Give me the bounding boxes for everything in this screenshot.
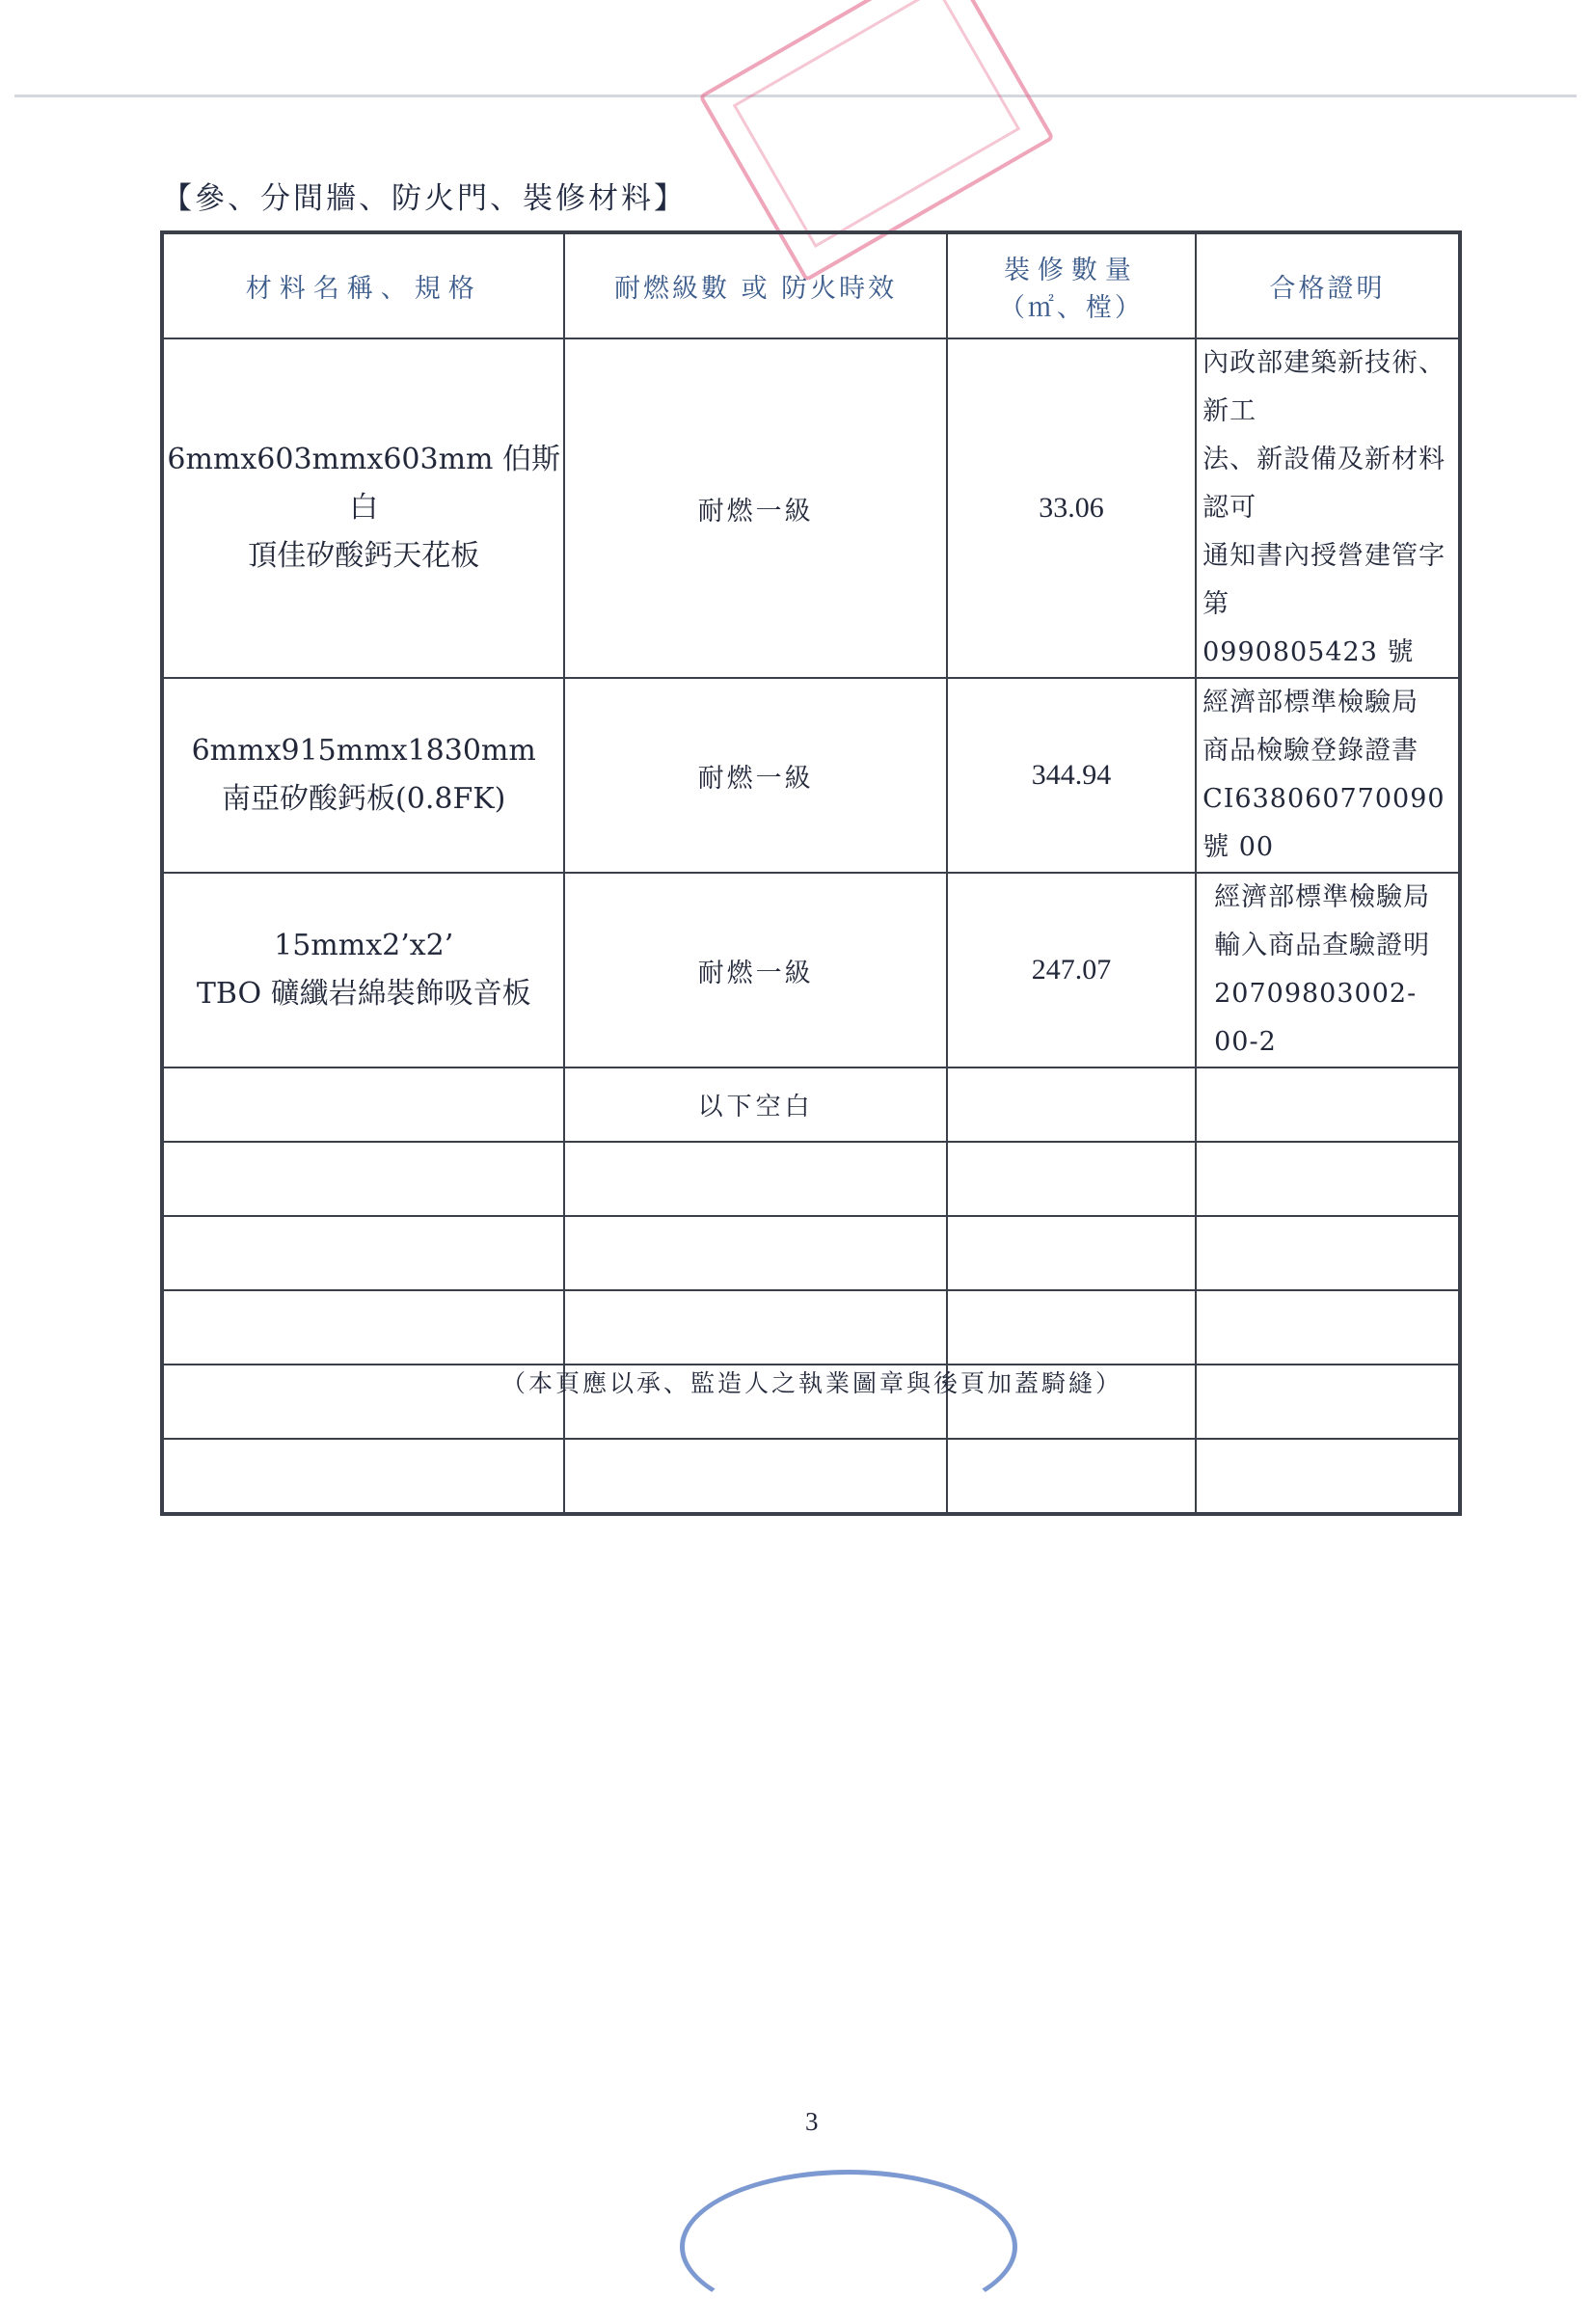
- page-number: 3: [805, 2107, 819, 2136]
- table-row-empty: [162, 1067, 1460, 1142]
- certificate-line: 經濟部標準檢驗局: [1202, 688, 1419, 717]
- empty-marker: 以下空白: [564, 1067, 946, 1142]
- certificate-cell: [1196, 338, 1460, 678]
- header-quantity-unit: （㎡、樘）: [998, 292, 1144, 323]
- table-header-row: [162, 232, 1460, 338]
- fire-rating-cell: 耐燃一級: [564, 678, 946, 873]
- material-name-cell: [162, 338, 564, 678]
- material-name-cell: [162, 873, 564, 1067]
- empty-cell: [162, 1142, 564, 1216]
- header-material-name: 材料名稱、規格: [162, 232, 564, 338]
- empty-cell: [162, 1067, 564, 1142]
- certificate-line: CI638060770090 號 00: [1202, 784, 1445, 862]
- fire-rating-cell: 耐燃一級: [564, 873, 946, 1067]
- empty-cell: [1196, 1216, 1460, 1290]
- empty-cell: [947, 1290, 1196, 1365]
- material-product: TBO 礦纖岩綿裝飾吸音板: [196, 977, 531, 1011]
- quantity-cell: 344.94: [947, 678, 1196, 873]
- empty-cell: [947, 1216, 1196, 1290]
- table-row: [162, 678, 1460, 873]
- header-fire-rating: 耐燃級數 或 防火時效: [564, 232, 946, 338]
- material-spec: 15mmx2’x2’: [274, 929, 454, 962]
- certificate-line: 20709803002-00-2: [1214, 979, 1418, 1057]
- header-quantity: [947, 232, 1196, 338]
- fire-rating-cell: 耐燃一級: [564, 338, 946, 678]
- table-row-empty: [162, 1439, 1460, 1514]
- empty-cell: [1196, 1290, 1460, 1365]
- table-row: [162, 338, 1460, 678]
- table-row-empty: [162, 1142, 1460, 1216]
- material-spec: 6mmx915mmx1830mm: [191, 734, 536, 768]
- certificate-line: 0990805423 號: [1202, 637, 1415, 667]
- blue-seal-stamp: [680, 2170, 1017, 2324]
- table-row: [162, 873, 1460, 1067]
- quantity-cell: 247.07: [947, 873, 1196, 1067]
- certificate-line: 內政部建築新技術、新工: [1202, 348, 1446, 426]
- page-footnote: （本頁應以承、監造人之執業圖章與後頁加蓋騎縫）: [501, 1369, 1123, 1397]
- certificate-cell: [1196, 873, 1460, 1067]
- certificate-line: 輸入商品查驗證明: [1214, 931, 1431, 960]
- materials-table: [160, 230, 1462, 1516]
- empty-cell: [564, 1142, 946, 1216]
- certificate-line: 法、新設備及新材料認可: [1202, 445, 1446, 523]
- empty-cell: [1196, 1439, 1460, 1514]
- empty-cell: [162, 1290, 564, 1365]
- certificate-line: 經濟部標準檢驗局: [1214, 882, 1431, 912]
- empty-cell: [564, 1290, 946, 1365]
- table-row-empty: [162, 1290, 1460, 1365]
- certificate-line: 商品檢驗登錄證書: [1202, 736, 1419, 766]
- table-row-empty: [162, 1216, 1460, 1290]
- empty-cell: [564, 1439, 946, 1514]
- section-title: 【參、分間牆、防火門、裝修材料】: [162, 181, 687, 216]
- empty-cell: [162, 1439, 564, 1514]
- material-product: 南亞矽酸鈣板(0.8FK): [222, 782, 506, 816]
- empty-cell: [947, 1142, 1196, 1216]
- empty-cell: [1196, 1067, 1460, 1142]
- empty-cell: [564, 1216, 946, 1290]
- empty-cell: [1196, 1142, 1460, 1216]
- empty-cell: [1196, 1365, 1460, 1439]
- empty-cell: [162, 1216, 564, 1290]
- certificate-line: 通知書內授營建管字第: [1202, 541, 1446, 619]
- quantity-cell: 33.06: [947, 338, 1196, 678]
- empty-cell: [947, 1067, 1196, 1142]
- material-product: 頂佳矽酸鈣天花板: [248, 539, 480, 573]
- empty-cell: [947, 1439, 1196, 1514]
- material-name-cell: [162, 678, 564, 873]
- header-quantity-label: 裝修數量: [1003, 255, 1139, 285]
- certificate-cell: [1196, 678, 1460, 873]
- material-spec: 6mmx603mmx603mm 伯斯白: [167, 443, 561, 525]
- header-certificate: 合格證明: [1196, 232, 1460, 338]
